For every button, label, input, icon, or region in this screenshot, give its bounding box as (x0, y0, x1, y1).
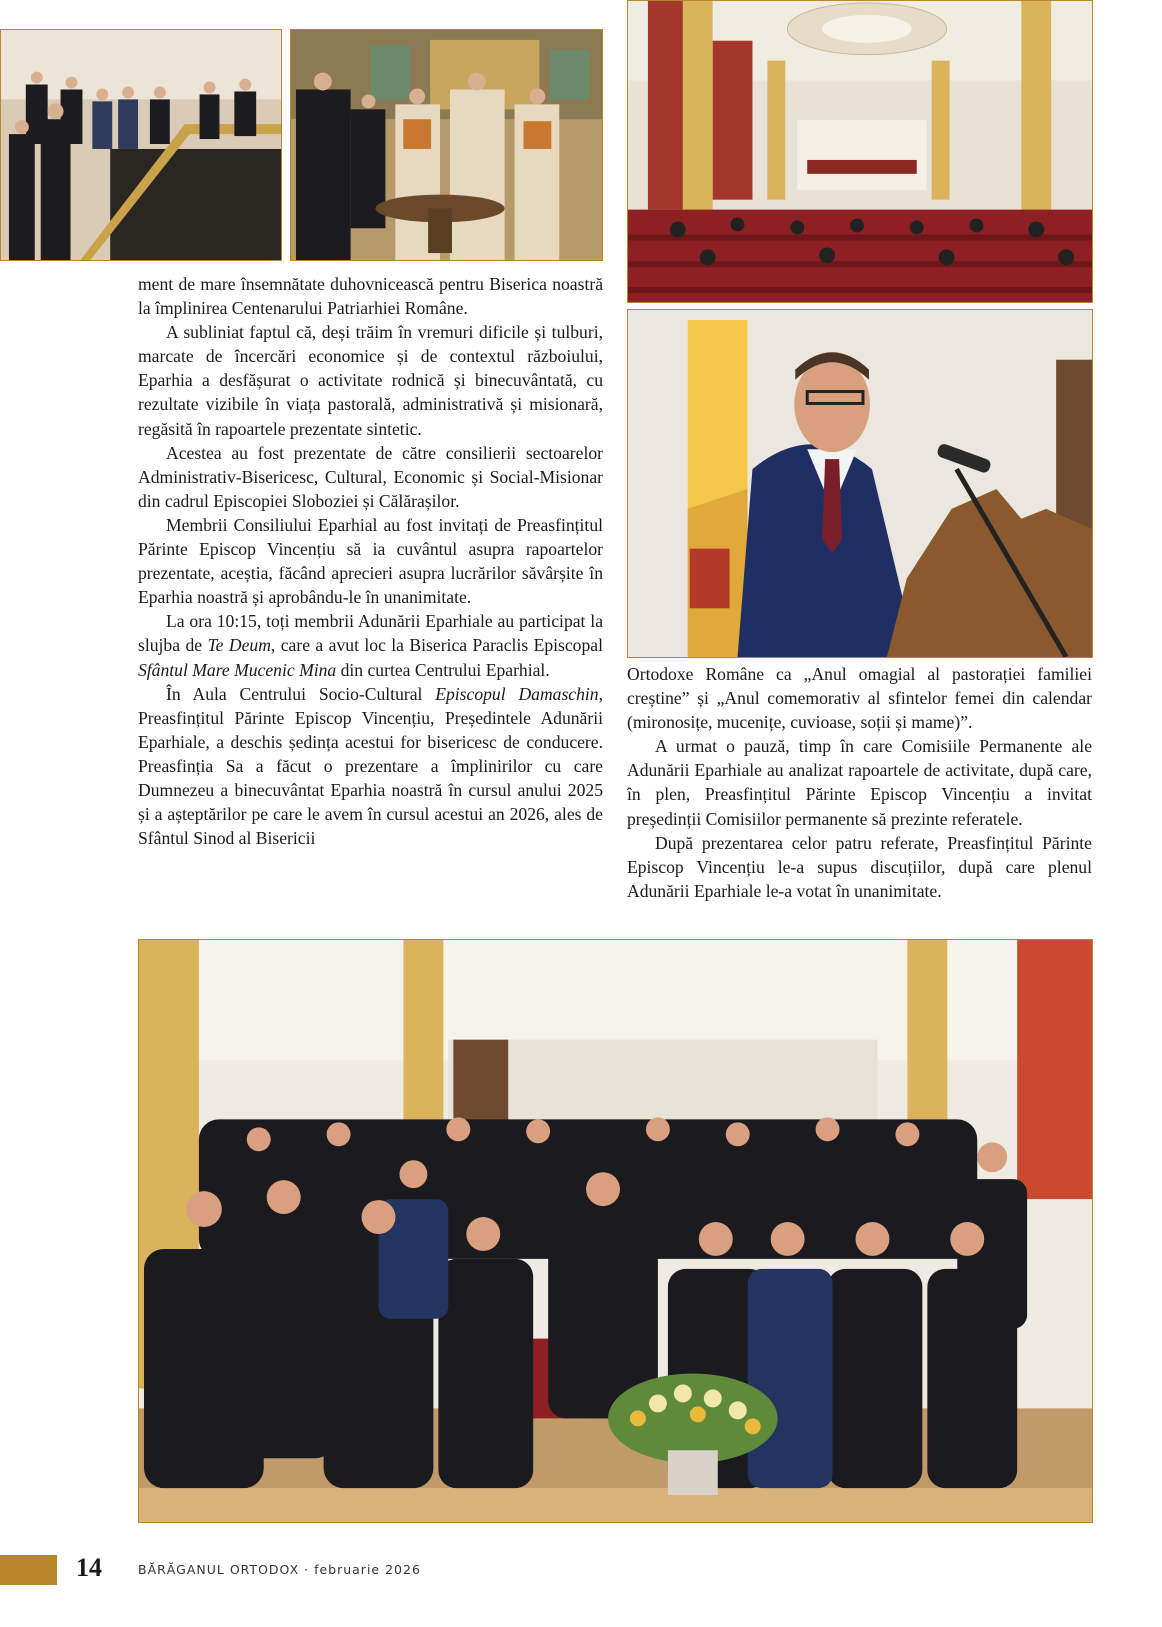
issue-date: februarie 2026 (314, 1562, 421, 1577)
text-run: La ora 10:15, toți membrii Adunării Eparhiale au participat la slujba de (138, 611, 603, 656)
text-column-right (627, 662, 1092, 903)
photo-hall (627, 0, 1093, 303)
photo-speaker (627, 309, 1093, 658)
photo-group (138, 939, 1093, 1523)
text-run: , Preasfințitul Părinte Episcop Vincențiu, Președintele Adunării Eparhiale, a deschis ședința acestui for bisericesc de conducere. Preasfinția Sa a făcut o prezentare a împlinirilor cu care Dumnezeu a binecuvântat Eparhia noastră în cursul anului 2025 și a așteptărilor pe care le avem în cursul acestui an 2026, ales de Sfântul Sinod al Bisericii (138, 683, 603, 849)
paragraph: Membrii Consiliului Eparhial au fost invitați de Preasfințitul Părinte Episcop Vincențiu să ia cuvântul asupra rapoartelor prezentate, aceștia, făcând aprecieri asupra lucrărilor săvârșite în Eparhia noastră și aprobându-le în unanimitate. (138, 514, 603, 608)
text-run: din curtea Centrului Eparhial. (336, 659, 550, 680)
text-run-italic: Sfântul Mare Mucenic Mina (138, 659, 337, 680)
paragraph (138, 609, 603, 681)
paragraph: A urmat o pauză, timp în care Comisiile Permanente ale Adunării Eparhiale au analizat rapoartele de activitate, după care, în plen, Preasfințitul Părinte Episcop Vincențiu a invitat președinții Comisiilor permanente să prezinte referatele. (627, 736, 1092, 829)
publication-line (138, 1562, 421, 1577)
publication-name: BĂRĂGANUL ORTODOX (138, 1562, 300, 1577)
paragraph: Ortodoxe Române ca „Anul omagial al pastorației familiei creștine” și „Anul comemorativ al sfintelor femei din calendar (mironosițe, mucenițe, cuvioase, soții și mame)”. (627, 664, 1092, 733)
text-run-italic: Te Deum (207, 635, 271, 656)
photo-ceremony (290, 29, 603, 261)
text-run: , care a avut loc la Biserica Paraclis Episcopal (270, 635, 603, 656)
text-run: În Aula Centrului Socio-Cultural (166, 683, 436, 704)
text-column-left (138, 272, 603, 850)
paragraph: ment de mare însemnătate duhovnicească pentru Biserica noastră la împlinirea Centenarului Patriarhiei Române. (138, 274, 603, 319)
text-run-italic: Episcopul Damaschin (435, 683, 599, 704)
page-number: 14 (76, 1553, 102, 1582)
separator: · (299, 1562, 315, 1577)
photo-stairs (0, 29, 282, 261)
paragraph: A subliniat faptul că, deși trăim în vremuri dificile și tulburi, marcate de încercări economice și de contextul războiului, Eparhia a desfășurat o activitate rodnică și binecuvântată, cu rezultate vizibile în viața pastorală, administrativă și misionară, regăsită în rapoartele prezentate sintetic. (138, 322, 603, 439)
paragraph (138, 682, 603, 851)
footer-accent-bar (0, 1555, 57, 1585)
paragraph: Acestea au fost prezentate de către consilierii sectoarelor Administrativ-Bisericesc, Cultural, Economic și Social-Misionar din cadrul Episcopiei Sloboziei și Călărașilor. (138, 442, 603, 511)
paragraph: După prezentarea celor patru referate, Preasfințitul Părinte Episcop Vincențiu le-a supus discuțiilor, după care plenul Adunării Eparhiale le-a votat în unanimitate. (627, 832, 1092, 901)
